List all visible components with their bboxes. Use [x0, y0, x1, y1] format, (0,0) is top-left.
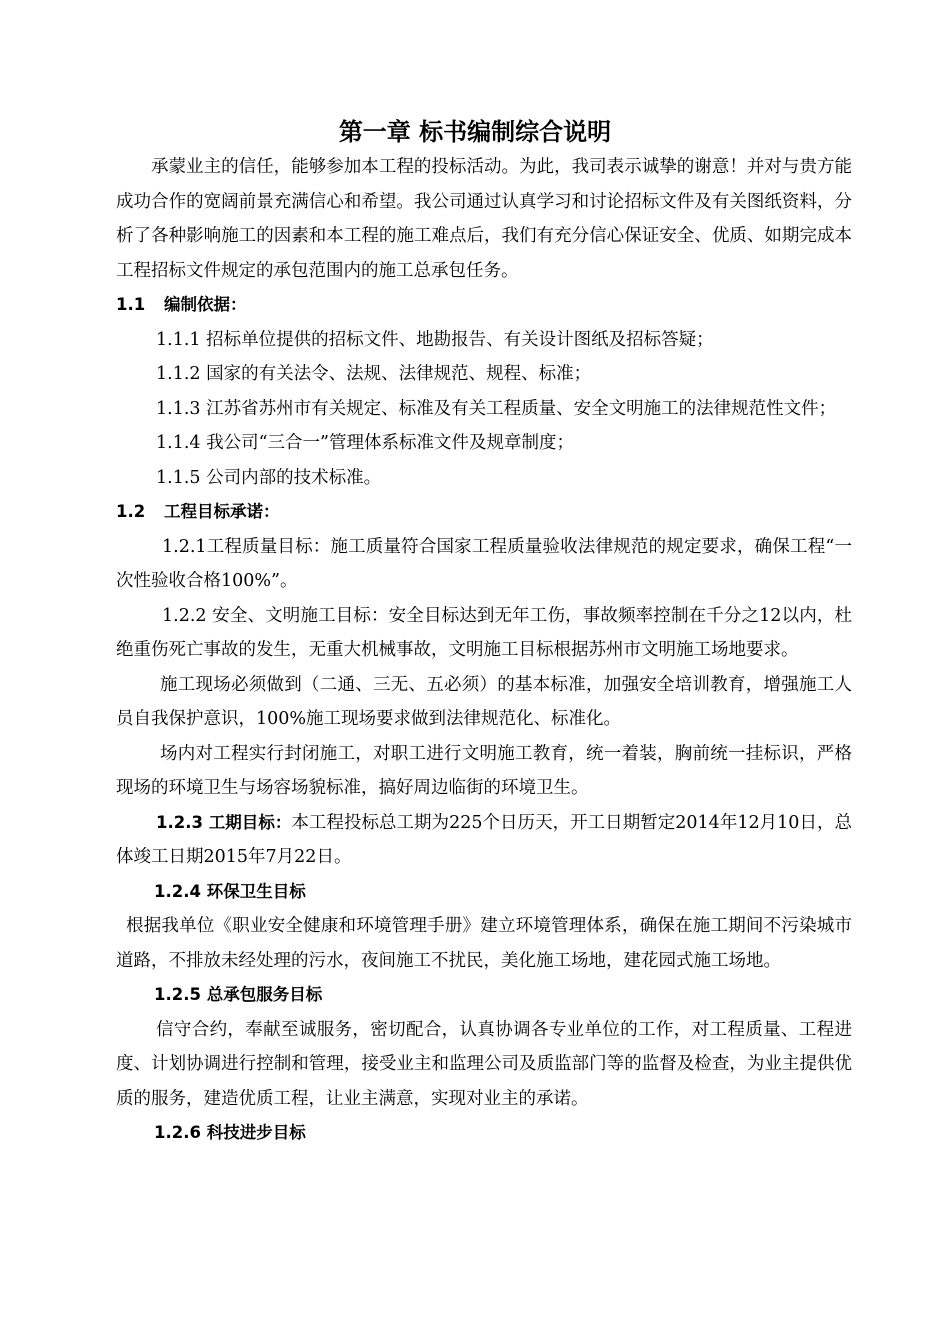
intro-paragraph: 承蒙业主的信任，能够参加本工程的投标活动。为此，我司表示诚挚的谢意！并对与贵方能成功合作的宽阔前景充满信心和希望。我公司通过认真学习和讨论招标文件及有关图纸资料，分析了各种影响施工的因素和本工程的施工难点后，我们有充分信心保证安全、优质、如期完成本工程招标文件规定的承包范围内的施工总承包任务。: [116, 157, 852, 281]
list-item: 1.1.3 江苏省苏州市有关规定、标准及有关工程质量、安全文明施工的法律规范性文件；: [156, 398, 837, 419]
paragraph-1-2-1: 1.2.1工程质量目标：施工质量符合国家工程质量验收法律规范的规定要求，确保工程“一次性验收合格100%”。: [116, 536, 852, 591]
paragraph-site-closure: 场内对工程实行封闭施工，对职工进行文明施工教育，统一着装，胸前统一挂标识，严格现场的环境卫生与场容场貌标准，搞好周边临街的环境卫生。: [116, 743, 852, 798]
subsection-label: 1.2.3 工期目标：: [156, 812, 292, 832]
section-number: 1.2: [116, 502, 146, 521]
section-heading-text: 编制依据：: [164, 295, 247, 314]
paragraph-1-2-3: [116, 806, 852, 875]
section-heading-1-2: [116, 495, 852, 530]
paragraph-1-2-4: 根据我单位《职业安全健康和环境管理手册》建立环境管理体系，确保在施工期间不污染城市道路，不排放未经处理的污水，夜间施工不扰民，美化施工场地，建花园式施工场地。: [116, 916, 852, 971]
section-number: 1.1: [116, 295, 146, 314]
subsection-heading-1-2-5: 1.2.5 总承包服务目标: [154, 985, 323, 1004]
list-item: 1.1.5 公司内部的技术标准。: [156, 467, 382, 488]
list-item: 1.1.4 我公司“三合一”管理体系标准文件及规章制度；: [156, 433, 574, 453]
paragraph-1-2-2: 1.2.2 安全、文明施工目标：安全目标达到无年工伤，事故频率控制在千分之12以内，杜绝重伤死亡事故的发生，无重大机械事故，文明施工目标根据苏州市文明施工场地要求。: [116, 605, 852, 660]
chapter-title: 第一章 标书编制综合说明: [338, 118, 612, 146]
document-body: [116, 150, 852, 1151]
list-item: 1.1.2 国家的有关法令、法规、法律规范、规程、标准；: [156, 364, 592, 384]
subsection-heading-1-2-4: 1.2.4 环保卫生目标: [154, 881, 306, 901]
section-heading-text: 工程目标承诺：: [164, 502, 280, 521]
list-item: 1.1.1 招标单位提供的招标文件、地勘报告、有关设计图纸及招标答疑；: [156, 329, 714, 350]
paragraph-1-2-5: 信守合约，奉献至诚服务，密切配合，认真协调各专业单位的工作，对工程质量、工程进度、计划协调进行控制和管理，接受业主和监理公司及质监部门等的监督及检查，为业主提供优质的服务，建造优质工程，让业主满意，实现对业主的承诺。: [116, 1019, 852, 1109]
section-heading-1-1: [116, 288, 852, 323]
subsection-text: 本工程投标总工期为225个日历天，开工日期暂定2014年12月10日，总体竣工日期2015年7月22日。: [116, 812, 852, 867]
paragraph-safety-standard: 施工现场必须做到（二通、三无、五必须）的基本标准，加强安全培训教育，增强施工人员自我保护意识，100%施工现场要求做到法律规范化、标准化。: [116, 674, 852, 729]
subsection-heading-1-2-6: 1.2.6 科技进步目标: [154, 1123, 306, 1142]
